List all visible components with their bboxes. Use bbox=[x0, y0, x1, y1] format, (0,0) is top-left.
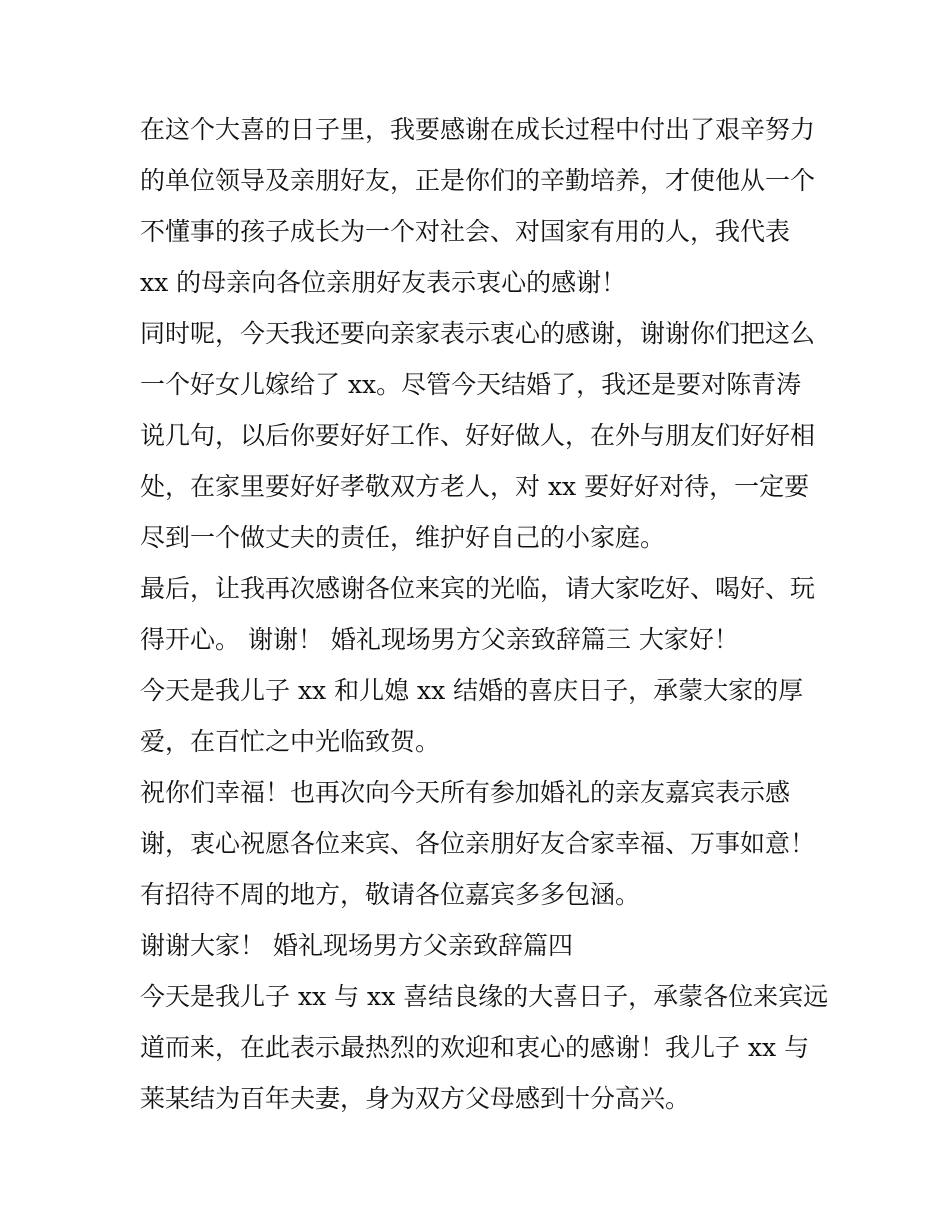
document-body bbox=[140, 104, 830, 1124]
text-line-2: 的单位领导及亲朋好友，正是你们的辛勤培养，才使他从一个 bbox=[140, 166, 816, 195]
text-line-10: 最后，让我再次感谢各位来宾的光临，请大家吃好、喝好、玩 bbox=[140, 574, 816, 603]
text-line-17: 谢谢大家！ 婚礼现场男方父亲致辞篇四 bbox=[140, 931, 573, 960]
text-line-13: 爱，在百忙之中光临致贺。 bbox=[140, 727, 441, 756]
text-line-3: 不懂事的孩子成长为一个对社会、对国家有用的人，我代表 bbox=[140, 217, 791, 246]
text-line-5: 同时呢，今天我还要向亲家表示衷心的感谢，谢谢你们把这么 bbox=[140, 319, 816, 348]
text-line-15: 谢，衷心祝愿各位来宾、各位亲朋好友合家幸福、万事如意！ bbox=[140, 829, 816, 858]
text-line-18: 今天是我儿子 xx 与 xx 喜结良缘的大喜日子，承蒙各位来宾远 bbox=[140, 982, 829, 1011]
text-line-6: 一个好女儿嫁给了 xx。尽管今天结婚了，我还是要对陈青涛 bbox=[140, 370, 802, 399]
text-line-14: 祝你们幸福！也再次向今天所有参加婚礼的亲友嘉宾表示感 bbox=[140, 778, 791, 807]
text-line-1: 在这个大喜的日子里，我要感谢在成长过程中付出了艰辛努力 bbox=[140, 115, 816, 144]
text-line-12: 今天是我儿子 xx 和儿媳 xx 结婚的喜庆日子，承蒙大家的厚 bbox=[140, 676, 804, 705]
text-line-7: 说几句，以后你要好好工作、好好做人，在外与朋友们好好相 bbox=[140, 421, 816, 450]
text-line-19: 道而来，在此表示最热烈的欢迎和衷心的感谢！我儿子 xx 与 bbox=[140, 1033, 810, 1062]
text-line-9: 尽到一个做丈夫的责任，维护好自己的小家庭。 bbox=[140, 523, 666, 552]
text-line-20: 莱某结为百年夫妻，身为双方父母感到十分高兴。 bbox=[140, 1084, 691, 1113]
text-line-8: 处，在家里要好好孝敬双方老人，对 xx 要好好对待，一定要 bbox=[140, 472, 810, 501]
text-line-4: xx 的母亲向各位亲朋好友表示衷心的感谢！ bbox=[140, 268, 627, 297]
text-line-16: 有招待不周的地方，敬请各位嘉宾多多包涵。 bbox=[140, 880, 641, 909]
text-line-11: 得开心。 谢谢！ 婚礼现场男方父亲致辞篇三 大家好！ bbox=[140, 625, 739, 654]
